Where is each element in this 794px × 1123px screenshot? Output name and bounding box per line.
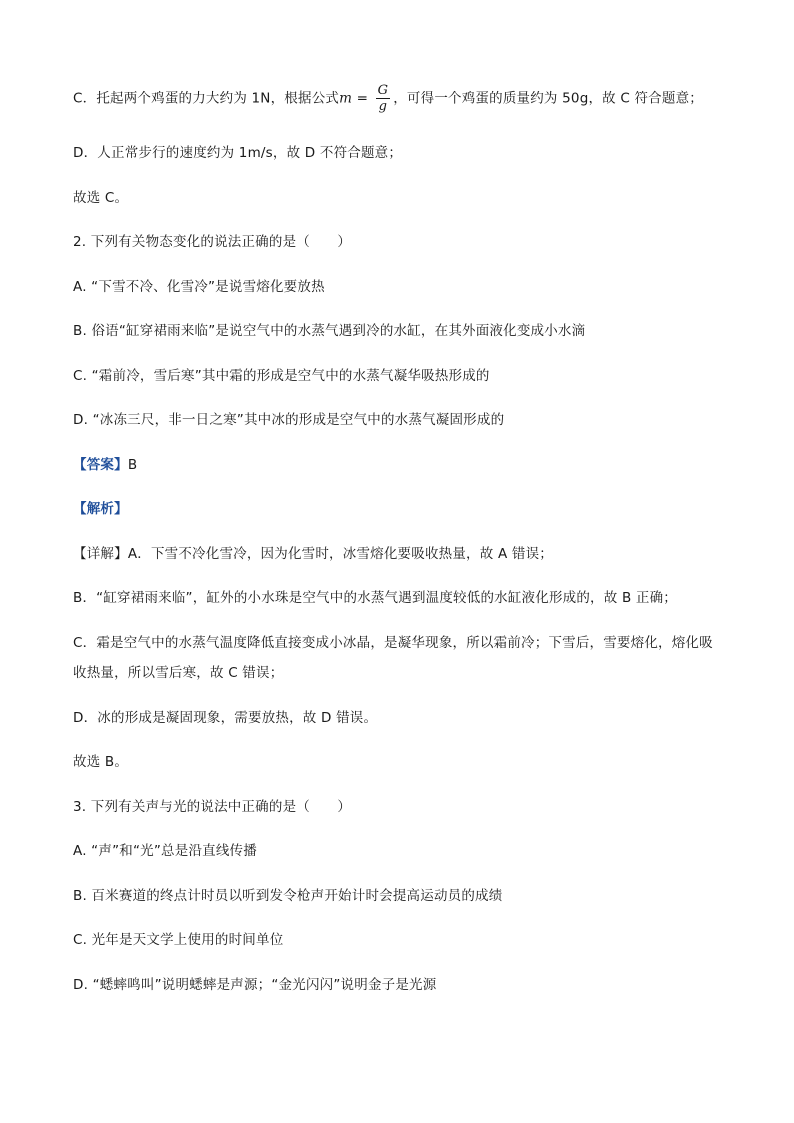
question-3-stem: 3. 下列有关声与光的说法中正确的是（ ） [73,799,352,815]
detail-d-line: D．冰的形成是凝固现象，需要放热，故 D 错误。 [73,710,378,726]
detail-c-line-1: C．霜是空气中的水蒸气温度降低直接变成小冰晶，是凝华现象，所以霜前冷；下雪后，雪要熔化，熔化吸 [73,635,713,651]
detail-b-line: B．“缸穿裙雨来临”，缸外的小水珠是空气中的水蒸气遇到温度较低的水缸液化形成的，故 B 正确； [73,590,677,606]
question-2-option-c: C. “霜前冷，雪后寒”其中霜的形成是空气中的水蒸气凝华吸热形成的 [73,368,490,384]
formula-equals: = [352,90,373,107]
detail-label: 【详解】 [73,546,128,562]
answer-label: 【答案】 [73,457,128,473]
detail-a-line [73,545,553,563]
option-c-text-1: C．托起两个鸡蛋的力大约为 1N，根据公式 [73,90,340,107]
question-2-option-d: D. “冰冻三尺，非一日之寒”其中冰的形成是空气中的水蒸气凝固形成的 [73,412,505,428]
answer-line [73,456,137,474]
question-2-option-b: B. 俗语“缸穿裙雨来临”是说空气中的水蒸气遇到冷的水缸，在其外面液化变成小水滴 [73,323,586,339]
formula-variable-m: m [339,90,353,107]
analysis-label: 【解析】 [73,501,128,517]
option-c-previous [73,83,703,114]
question-2-stem: 2. 下列有关物态变化的说法正确的是（ ） [73,234,352,250]
formula-denominator: g [378,99,388,114]
detail-a-text: A．下雪不冷化雪冷，因为化雪时，冰雪熔化要吸收热量，故 A 错误； [127,546,553,562]
question-2-option-a: A. “下雪不冷、化雪冷”是说雪熔化要放热 [73,279,325,295]
formula-numerator: G [377,83,389,98]
formula-fraction [376,83,391,114]
question-3-option-b: B. 百米赛道的终点计时员以听到发令枪声开始计时会提高运动员的成绩 [73,888,503,904]
detail-c-line-2: 收热量，所以雪后寒，故 C 错误； [73,665,284,681]
analysis-line [73,500,128,518]
conclusion-previous: 故选 C。 [73,190,129,206]
option-c-text-2: ，可得一个鸡蛋的质量约为 50g，故 C 符合题意； [393,90,703,107]
option-d-previous: D．人正常步行的速度约为 1m/s，故 D 不符合题意； [73,145,403,161]
conclusion-question-2: 故选 B。 [73,754,129,770]
question-3-option-a: A. “声”和“光”总是沿直线传播 [73,843,257,859]
answer-value: B [127,457,138,473]
question-3-option-d: D. “蟋蟀鸣叫”说明蟋蟀是声源；“金光闪闪”说明金子是光源 [73,977,437,993]
question-3-option-c: C. 光年是天文学上使用的时间单位 [73,932,284,948]
